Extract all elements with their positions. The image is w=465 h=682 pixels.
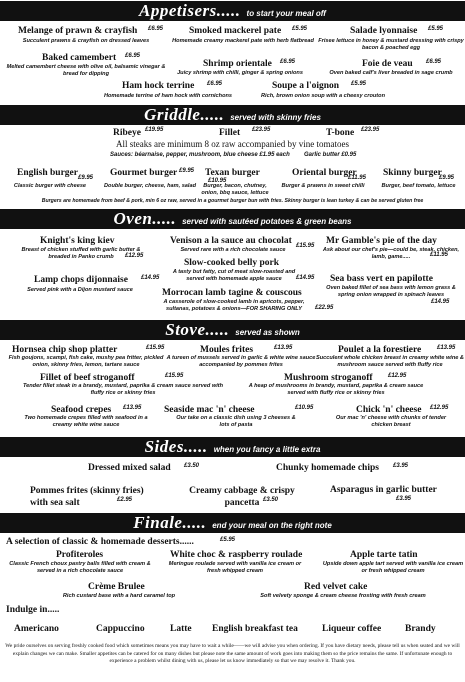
ribeye-name: Ribeye xyxy=(113,128,141,138)
section-title: Griddle..... xyxy=(144,105,225,124)
melange-desc: Succulent prawns & crayfish on dressed leaves xyxy=(22,38,150,44)
tatin-desc: Upside down apple tart served with vanilla ice cream or fresh whipped cream xyxy=(322,561,464,574)
stroganoff-name: Fillet of beef stroganoff xyxy=(40,373,135,383)
mushroom-price: £12.95 xyxy=(388,373,407,379)
seabass-price: £14.95 xyxy=(431,299,450,305)
chips-name: Chunky homemade chips xyxy=(276,463,379,473)
mushroom-name: Mushroom stroganoff xyxy=(284,373,373,383)
english-burger-name: English burger xyxy=(17,168,78,178)
cabbage-price: £3.50 xyxy=(263,497,279,503)
pie-desc: Ask about our chef's pie—could be, steak, chicken, lamb, game..... xyxy=(322,247,460,260)
mackerel-price: £5.95 xyxy=(292,26,308,32)
poulet-desc: Succulent whole chicken breast in creamy white wine & mushroom sauce served with fluffy rice xyxy=(316,355,464,368)
pie-name: Mr Gamble's pie of the day xyxy=(326,236,437,246)
steak-note: All steaks are minimum 8 oz raw accompanied by vine tomatoes xyxy=(116,139,349,149)
soupe-price: £5.95 xyxy=(351,81,367,87)
english-burger-price: £9.95 xyxy=(78,175,94,181)
camembert-price: £6.95 xyxy=(125,53,141,59)
pork-desc: A tasty but fatty, cut of meat slow-roasted and served with homemade apple sauce xyxy=(172,269,296,282)
asparagus-name: Asparagus in garlic butter xyxy=(330,485,437,495)
pork-name: Slow-cooked belly pork xyxy=(184,258,280,268)
fillet-name: Fillet xyxy=(219,128,241,138)
drink-brandy: Brandy xyxy=(405,624,436,634)
poulet-name: Poulet a la forestiere xyxy=(338,345,422,355)
macchick-name: Chick 'n' cheese xyxy=(356,405,422,415)
terrine-name: Ham hock terrine xyxy=(122,81,195,91)
moules-desc: A tureen of mussels served in garlic & white wine sauce accompanied by pommes frites xyxy=(166,355,316,368)
texan-burger-desc: Burger, bacon, chutney, onion, bbq sauce, lettuce xyxy=(201,183,269,196)
pommes-price: £2.95 xyxy=(117,497,133,503)
gourmet-burger-price: £9.95 xyxy=(179,168,195,174)
soupe-desc: Rich, brown onion soup with a cheesy crouton xyxy=(260,93,385,99)
section-subtitle: served with skinny fries xyxy=(230,113,321,122)
mushroom-desc: A heap of mushrooms in brandy, mustard, paprika & cream sauce served with fluffy rice or skinny fries xyxy=(248,383,424,396)
profiteroles-desc: Classic French choux pastry balls filled with cream & served in a rich chocolate sauce xyxy=(9,561,151,574)
drink-latte: Latte xyxy=(170,624,192,634)
crepes-price: £13.95 xyxy=(123,405,142,411)
crepes-name: Seafood crepes xyxy=(51,405,112,415)
section-subtitle: served with sautéed potatoes & green beans xyxy=(182,217,352,226)
sides-header xyxy=(0,437,465,457)
stroganoff-price: £15.95 xyxy=(165,373,184,379)
asparagus-price: £3.95 xyxy=(396,496,412,502)
finale-header xyxy=(0,513,465,533)
drink-americano: Americano xyxy=(14,624,59,634)
salade-name: Salade lyonnaise xyxy=(350,26,418,36)
salade-price: £5.95 xyxy=(428,26,444,32)
venison-desc: Served rare with a rich chocolate sauce xyxy=(180,247,286,253)
oriental-burger-desc: Burger & prawns in sweet chilli xyxy=(281,183,365,189)
fillet-price: £23.95 xyxy=(252,127,271,133)
poulet-price: £13.95 xyxy=(437,345,456,351)
tbone-name: T-bone xyxy=(326,128,355,138)
english-burger-desc: Classic burger with cheese xyxy=(13,183,87,189)
section-title: Stove..... xyxy=(165,320,230,339)
melange-name: Melange of prawn & crayfish xyxy=(18,26,138,36)
lamb-desc: Served pink with a Dijon mustard sauce xyxy=(27,287,133,293)
griddle-header xyxy=(0,105,465,125)
profiteroles-name: Profiteroles xyxy=(56,550,104,560)
foie-price: £6.95 xyxy=(426,59,442,65)
platter-desc: Fish goujons, scampi, fish cake, mushy pea fritter, pickled onion, skinny fries, lemon, tartare sauce xyxy=(8,355,164,368)
section-title: Appetisers..... xyxy=(139,1,241,20)
section-subtitle: to start your meal off xyxy=(246,9,326,18)
macseaside-name: Seaside mac 'n' cheese xyxy=(164,405,255,415)
tagine-price: £22.95 xyxy=(315,305,334,311)
mackerel-name: Smoked mackerel pate xyxy=(189,26,282,36)
mackerel-desc: Homemade creamy mackerel pate with herb flatbread xyxy=(172,38,314,44)
burger-note: Burgers are homemade from beef & pork, min 6 oz raw, served in a gourmet burger bun with fries. Skinny burger is lean turkey & can be served gluten free xyxy=(41,198,424,204)
kiev-desc: Breast of chicken stuffed with garlic butter & breaded in Panko crumb xyxy=(21,247,141,260)
skinny-burger-name: Skinny burger xyxy=(383,168,442,178)
velvet-desc: Soft velvety sponge & cream cheese frosting with fresh cream xyxy=(260,593,426,599)
indulge-label: Indulge in..... xyxy=(6,605,60,615)
gourmet-burger-name: Gourmet burger xyxy=(110,168,178,178)
desserts-price: £5.95 xyxy=(220,537,236,543)
macchick-price: £12.95 xyxy=(430,405,449,411)
lamb-price: £14.95 xyxy=(141,275,160,281)
cabbage-name: Creamy cabbage & crispy pancetta xyxy=(189,486,295,508)
section-subtitle: served as shown xyxy=(235,328,300,337)
tbone-price: £23.95 xyxy=(361,127,380,133)
platter-name: Hornsea chip shop platter xyxy=(12,345,118,355)
kiev-price: £12.95 xyxy=(125,253,144,259)
skinny-burger-price: £9.95 xyxy=(439,175,455,181)
terrine-desc: Homemade terrine of ham hock with cornichons xyxy=(103,93,233,99)
shrimp-name: Shrimp orientale xyxy=(203,59,272,69)
foie-desc: Oven baked calf's liver breaded in sage crumb xyxy=(329,70,453,76)
seabass-desc: Oven baked fillet of sea bass with lemon grass & spring onion wrapped in spinach leaves xyxy=(326,285,456,298)
appetisers-header xyxy=(0,1,465,21)
section-title: Finale..... xyxy=(133,513,207,532)
stove-header xyxy=(0,320,465,340)
skinny-burger-desc: Burger, beef tomato, lettuce xyxy=(381,183,456,189)
oriental-burger-name: Oriental burger xyxy=(292,168,357,178)
seabass-name: Sea bass vert en papilotte xyxy=(330,274,433,284)
brulee-name: Crème Brulee xyxy=(88,582,145,592)
platter-price: £15.95 xyxy=(146,345,165,351)
ribeye-price: £19.95 xyxy=(145,127,164,133)
pork-price: £14.95 xyxy=(296,275,315,281)
texan-burger-price: £10.95 xyxy=(208,178,227,184)
tagine-name: Morrocan lamb tagine & couscous xyxy=(162,288,302,298)
stroganoff-desc: Tender fillet steak in a brandy, mustard, paprika & cream sauce served with fluffy rice or skinny fries xyxy=(22,383,224,396)
gourmet-burger-desc: Double burger, cheese, ham, salad xyxy=(103,183,197,189)
salad-price: £3.50 xyxy=(184,463,200,469)
camembert-name: Baked camembert xyxy=(42,53,117,63)
melange-price: £6.95 xyxy=(148,26,164,32)
pie-price: £11.95 xyxy=(430,252,448,258)
velvet-name: Red velvet cake xyxy=(304,582,368,592)
sauces-note: Sauces: béarnaise, pepper, mushroom, blue cheese £1.95 each xyxy=(110,152,290,158)
drink-tea: English breakfast tea xyxy=(212,624,298,634)
shrimp-price: £6.95 xyxy=(280,59,296,65)
tagine-desc: A casserole of slow-cooked lamb in apricots, pepper, sultanas, potatoes & onions—FOR SHARING ONLY xyxy=(163,299,305,312)
footer-note: We pride ourselves on serving freshly cooked food which sometimes means you may have to wait a while——we will advise you when ordering. If you have dietary needs, please tell us when seated and we will explain changes we can make. Smaller appetites can be catered for on many dishes but please note the same amount of work goes into making them so the price remains the same. If unfortunate enough to experience a problem whilst dining with us, please let us know immediately so that we may resolve it. Thank you. xyxy=(5,643,460,664)
venison-name: Venison a la sauce au chocolat xyxy=(170,236,292,246)
section-title: Oven..... xyxy=(113,209,177,228)
section-subtitle: when you fancy a little extra xyxy=(213,445,321,454)
moules-name: Moules frites xyxy=(200,345,254,355)
roulade-desc: Meringue roulade served with vanilla ice cream or fresh whipped cream xyxy=(168,561,302,574)
soupe-name: Soupe a l'oignon xyxy=(272,81,340,91)
macchick-desc: Our mac 'n' cheese with chunks of tender chicken breast xyxy=(335,415,447,428)
moules-price: £13.95 xyxy=(274,345,293,351)
section-subtitle: end your meal on the right note xyxy=(212,521,332,530)
salad-name: Dressed mixed salad xyxy=(88,463,171,473)
roulade-name: White choc & raspberry roulade xyxy=(170,550,303,560)
drink-cappuccino: Cappuccino xyxy=(96,624,145,634)
lamb-name: Lamp chops dijonnaise xyxy=(34,275,128,285)
desserts-intro: A selection of classic & homemade desserts...... xyxy=(6,537,194,547)
garlic-butter: Garlic butter £0.95 xyxy=(304,152,357,158)
macseaside-price: £10.95 xyxy=(295,405,314,411)
terrine-price: £6.95 xyxy=(207,81,223,87)
tatin-name: Apple tarte tatin xyxy=(350,550,418,560)
texan-burger-name: Texan burger xyxy=(205,168,260,178)
shrimp-desc: Juicy shrimp with chilli, ginger & spring onions xyxy=(177,70,303,76)
kiev-name: Knight's king kiev xyxy=(40,236,115,246)
brulee-desc: Rich custard base with a hard caramel top xyxy=(62,593,176,599)
pommes-name: Pommes frites (skinny fries) with sea salt xyxy=(30,486,144,508)
section-title: Sides..... xyxy=(144,437,208,456)
oven-header xyxy=(0,209,465,229)
salade-desc: Frisee lettuce in honey & mustard dressing with crispy bacon & poached egg xyxy=(318,38,464,51)
venison-price: £15.95 xyxy=(296,243,315,249)
chips-price: £3.95 xyxy=(393,463,409,469)
camembert-desc: Melted camembert cheese with olive oil, balsamic vinegar & bread for dipping xyxy=(6,64,166,77)
macseaside-desc: Our take on a classic dish using 3 cheeses & lots of pasta xyxy=(176,415,296,428)
oriental-burger-price: £11.95 xyxy=(348,175,366,181)
crepes-desc: Two homemade crepes filled with seafood in a creamy white wine sauce xyxy=(24,415,148,428)
foie-name: Foie de veau xyxy=(362,59,413,69)
drink-liqueur-coffee: Liqueur coffee xyxy=(322,624,382,634)
